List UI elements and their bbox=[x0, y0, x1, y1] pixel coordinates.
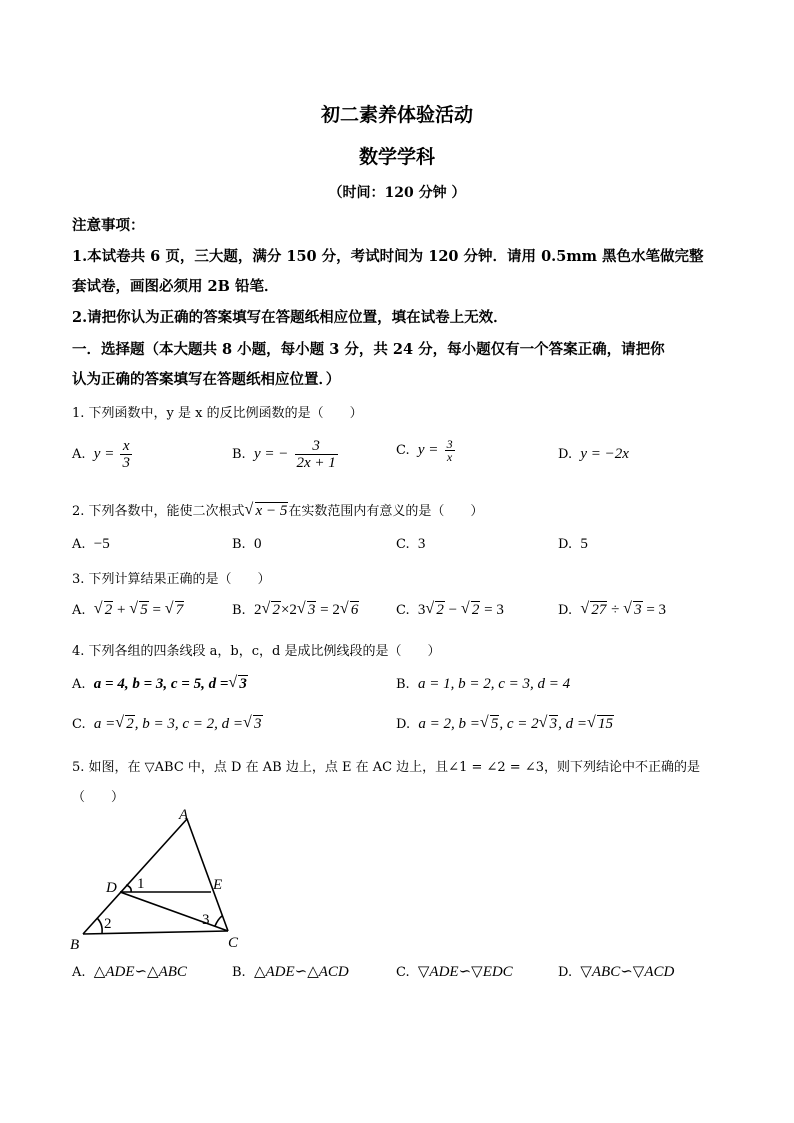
angle-1-arc bbox=[126, 885, 131, 892]
q1-option-a: A. y = $\frac{x}{3}$ bbox=[72, 438, 130, 471]
notes-line-1b: 套试卷，画图必须用 2B 铅笔． bbox=[72, 278, 279, 295]
triangle-figure bbox=[68, 806, 258, 956]
q2-option-d: D. 5 bbox=[558, 536, 588, 552]
segment-dc bbox=[120, 892, 228, 931]
section-heading-line-1: 一．选择题（本大题共 8 小题，每小题 3 分，共 24 分，每小题仅有一个答案正确，请把你 bbox=[72, 341, 665, 358]
q4-option-c: C. a =√ 2, b = 3, c = 2, d =√ 3 bbox=[72, 716, 263, 733]
q2-option-b: B. 0 bbox=[232, 536, 262, 552]
q3-option-c: C. 3√ 2 − √ 2 = 3 bbox=[396, 602, 504, 619]
q1-option-d: D. y = −2x bbox=[558, 446, 629, 462]
q4-option-a: A. a = 4, b = 3, c = 5, d =√ 3 bbox=[72, 676, 248, 693]
q2-stem: 2. 下列各数中，能使二次根式√ x − 5在实数范围内有意义的是（ ） bbox=[72, 500, 483, 520]
q5-option-c: C. ▽ADE∽▽EDC bbox=[396, 964, 513, 980]
q2-option-c: C. 3 bbox=[396, 536, 426, 552]
angle-2-arc bbox=[97, 918, 102, 933]
subject-title: 数学学科 bbox=[358, 146, 435, 168]
q3-option-b: B. 2√ 2×2√ 3 = 2√ 6 bbox=[232, 602, 359, 619]
label-angle-2: 2 bbox=[104, 916, 112, 932]
q1-option-b: B. y = − $\frac{3}{2x + 1}$ bbox=[232, 438, 336, 471]
q4-option-b: B. a = 1, b = 2, c = 3, d = 4 bbox=[396, 676, 571, 692]
notes-heading: 注意事项： bbox=[72, 217, 145, 234]
q4-stem: 4. 下列各组的四条线段 a，b，c，d 是成比例线段的是（ ） bbox=[72, 644, 441, 659]
section-heading-line-2: 认为正确的答案填写在答题纸相应位置．） bbox=[72, 371, 341, 388]
label-a: A bbox=[179, 807, 189, 823]
q3-option-d: D. √ 27 ÷ √ 3 = 3 bbox=[558, 602, 666, 619]
exam-time: （时间：120 分钟 ） bbox=[328, 185, 466, 201]
label-d: D bbox=[106, 880, 117, 896]
label-e: E bbox=[213, 877, 223, 893]
q1-stem: 1. 下列函数中，y 是 x 的反比例函数的是（ ） bbox=[72, 406, 363, 421]
label-angle-1: 1 bbox=[137, 876, 145, 892]
angle-3-arc bbox=[215, 916, 222, 926]
label-c: C bbox=[228, 935, 239, 951]
q5-stem: 5. 如图，在 ▽ABC 中，点 D 在 AB 边上，点 E 在 AC 边上，且∠1 = ∠2 = ∠3，则下列结论中不正确的是 bbox=[72, 760, 700, 775]
label-b: B bbox=[70, 937, 80, 953]
q5-option-b: B. △ADE∽△ACD bbox=[232, 964, 349, 980]
q1-option-c: C. y = $\frac{3}{x}$ bbox=[396, 437, 453, 464]
q2-option-a: A. −5 bbox=[72, 536, 110, 552]
q3-stem: 3. 下列计算结果正确的是（ ） bbox=[72, 572, 271, 587]
label-angle-3: 3 bbox=[202, 912, 210, 928]
q3-option-a: A. √ 2 + √ 5 = √ 7 bbox=[72, 602, 184, 619]
q4-option-d: D. a = 2, b =√ 5, c = 2√ 3, d =√ 15 bbox=[396, 716, 614, 733]
q5-paren: （ ） bbox=[72, 790, 125, 805]
notes-line-1a: 1.本试卷共 6 页，三大题，满分 150 分，考试时间为 120 分钟．请用 0.5mm 黑色水笔做完整 bbox=[72, 248, 704, 265]
page-title: 初二素养体验活动 bbox=[320, 104, 473, 126]
notes-line-2: 2.请把你认为正确的答案填写在答题纸相应位置，填在试卷上无效． bbox=[72, 309, 508, 326]
q5-option-d: D. ▽ABC∽▽ACD bbox=[558, 964, 675, 980]
q5-option-a: A. △ADE∽△ABC bbox=[72, 964, 187, 980]
segment-ab bbox=[83, 819, 187, 934]
